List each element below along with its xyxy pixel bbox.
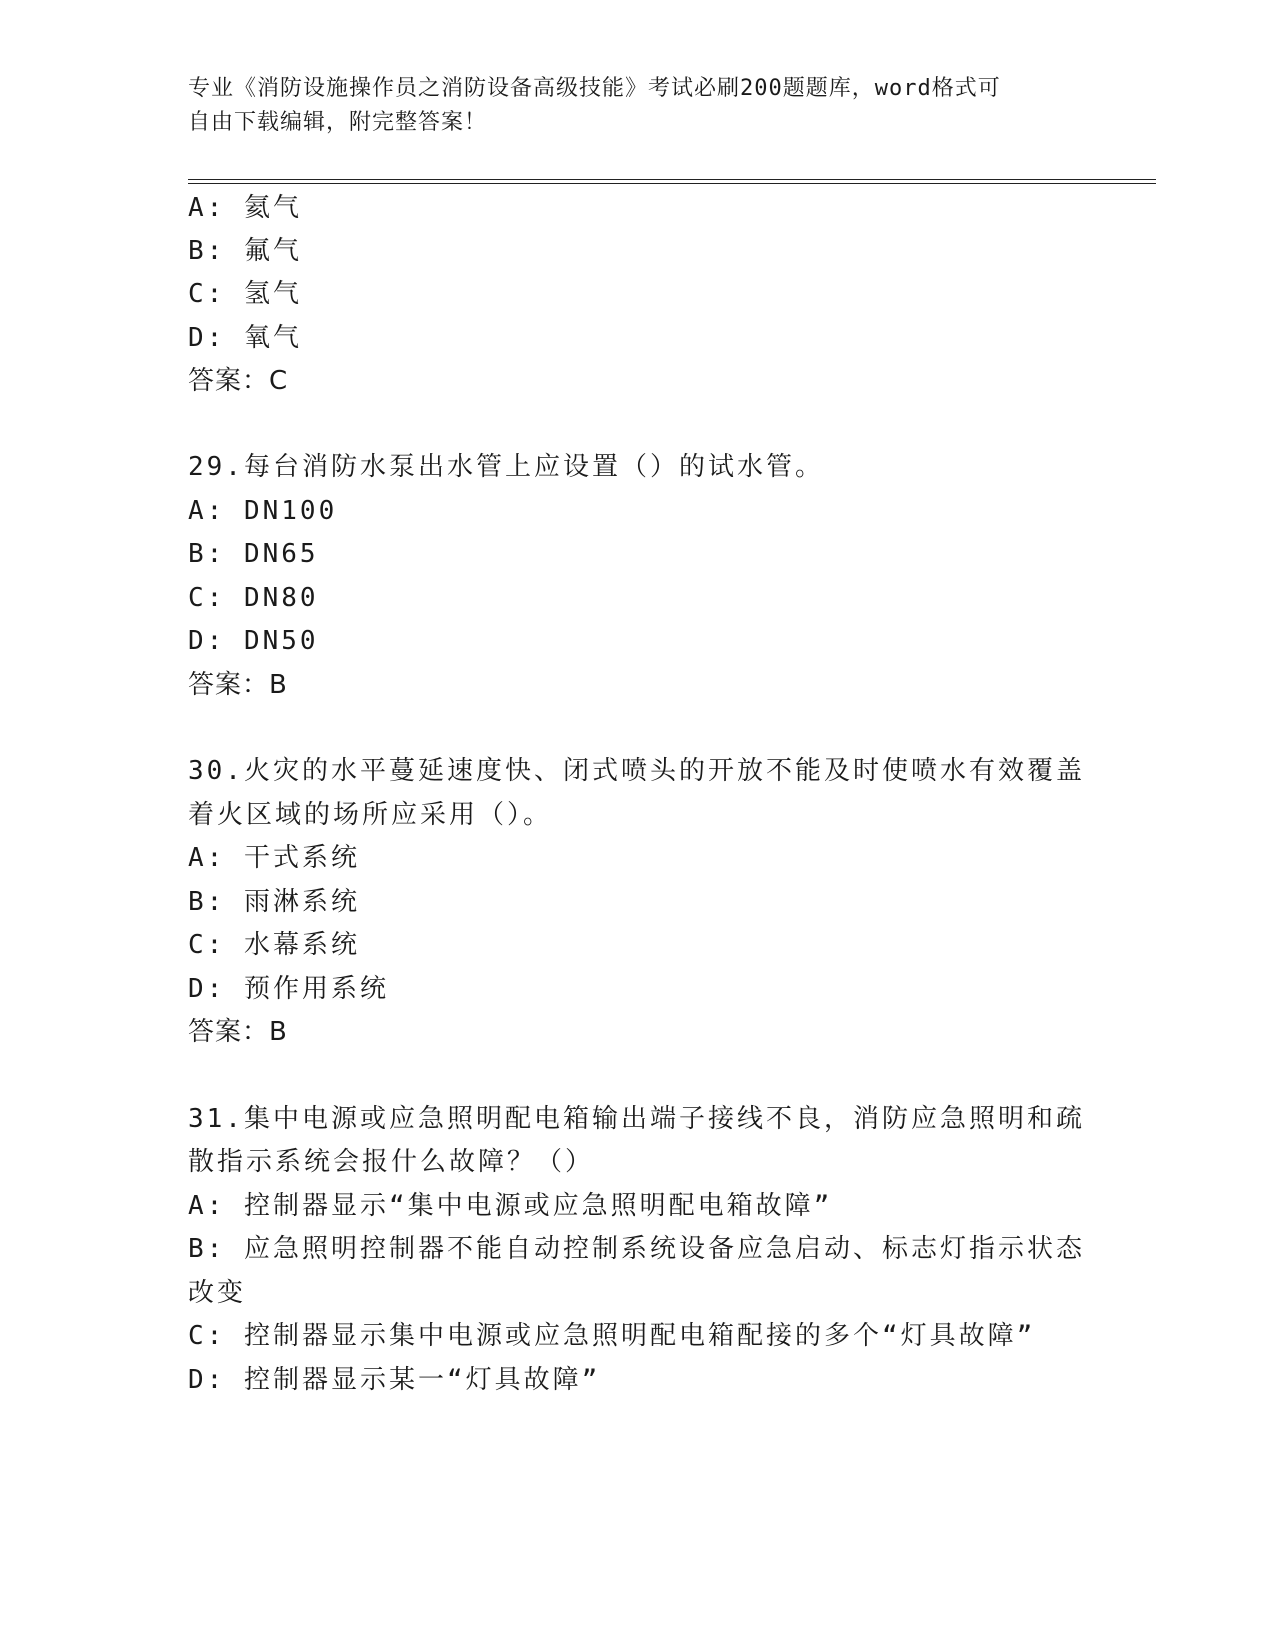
q31-option-a: A: 控制器显示“集中电源或应急照明配电箱故障” (188, 1191, 833, 1221)
q29-option-d: D: DN50 (188, 626, 319, 656)
header-line-1: 专业《消防设施操作员之消防设备高级技能》考试必刷200题题库，word格式可 (188, 76, 1001, 101)
q30-option-a: A: 干式系统 (188, 843, 360, 873)
header-divider-bottom (188, 183, 1156, 184)
document-header (188, 72, 1068, 140)
q29-option-a: A: DN100 (188, 496, 338, 526)
q31-option-c: C: 控制器显示集中电源或应急照明配电箱配接的多个“灯具故障” (188, 1321, 1036, 1351)
q30-stem-line-1: 30.火灾的水平蔓延速度快、闭式喷头的开放不能及时使喷水有效覆盖 (188, 756, 1085, 786)
q30-option-b: B: 雨淋系统 (188, 887, 360, 917)
q31-stem-line-1: 31.集中电源或应急照明配电箱输出端子接线不良，消防应急照明和疏 (188, 1104, 1085, 1134)
q29-stem: 29.每台消防水泵出水管上应设置（）的试水管。 (188, 452, 824, 482)
q31-stem-line-2: 散指示系统会报什么故障？（） (188, 1147, 595, 1177)
q29-option-c: C: DN80 (188, 583, 319, 613)
q29-answer: 答案：B (188, 670, 288, 700)
q30-stem-line-2: 着火区域的场所应采用（）。 (188, 800, 553, 830)
q30-option-c: C: 水幕系统 (188, 930, 360, 960)
q28-option-c: C: 氢气 (188, 279, 302, 309)
q29-option-b: B: DN65 (188, 539, 319, 569)
header-divider-top (188, 179, 1156, 180)
q31-option-b-line-2: 改变 (188, 1278, 247, 1308)
q28-answer: 答案：C (188, 366, 289, 396)
q28-option-a: A: 氦气 (188, 193, 302, 223)
q30-answer: 答案：B (188, 1017, 288, 1047)
q28-option-d: D: 氧气 (188, 323, 302, 353)
q31-option-d: D: 控制器显示某一“灯具故障” (188, 1365, 601, 1395)
q31-option-b-line-1: B: 应急照明控制器不能自动控制系统设备应急启动、标志灯指示状态 (188, 1234, 1085, 1264)
q30-option-d: D: 预作用系统 (188, 974, 389, 1004)
q28-option-b: B: 氟气 (188, 236, 302, 266)
header-line-2: 自由下载编辑，附完整答案！ (188, 110, 488, 135)
